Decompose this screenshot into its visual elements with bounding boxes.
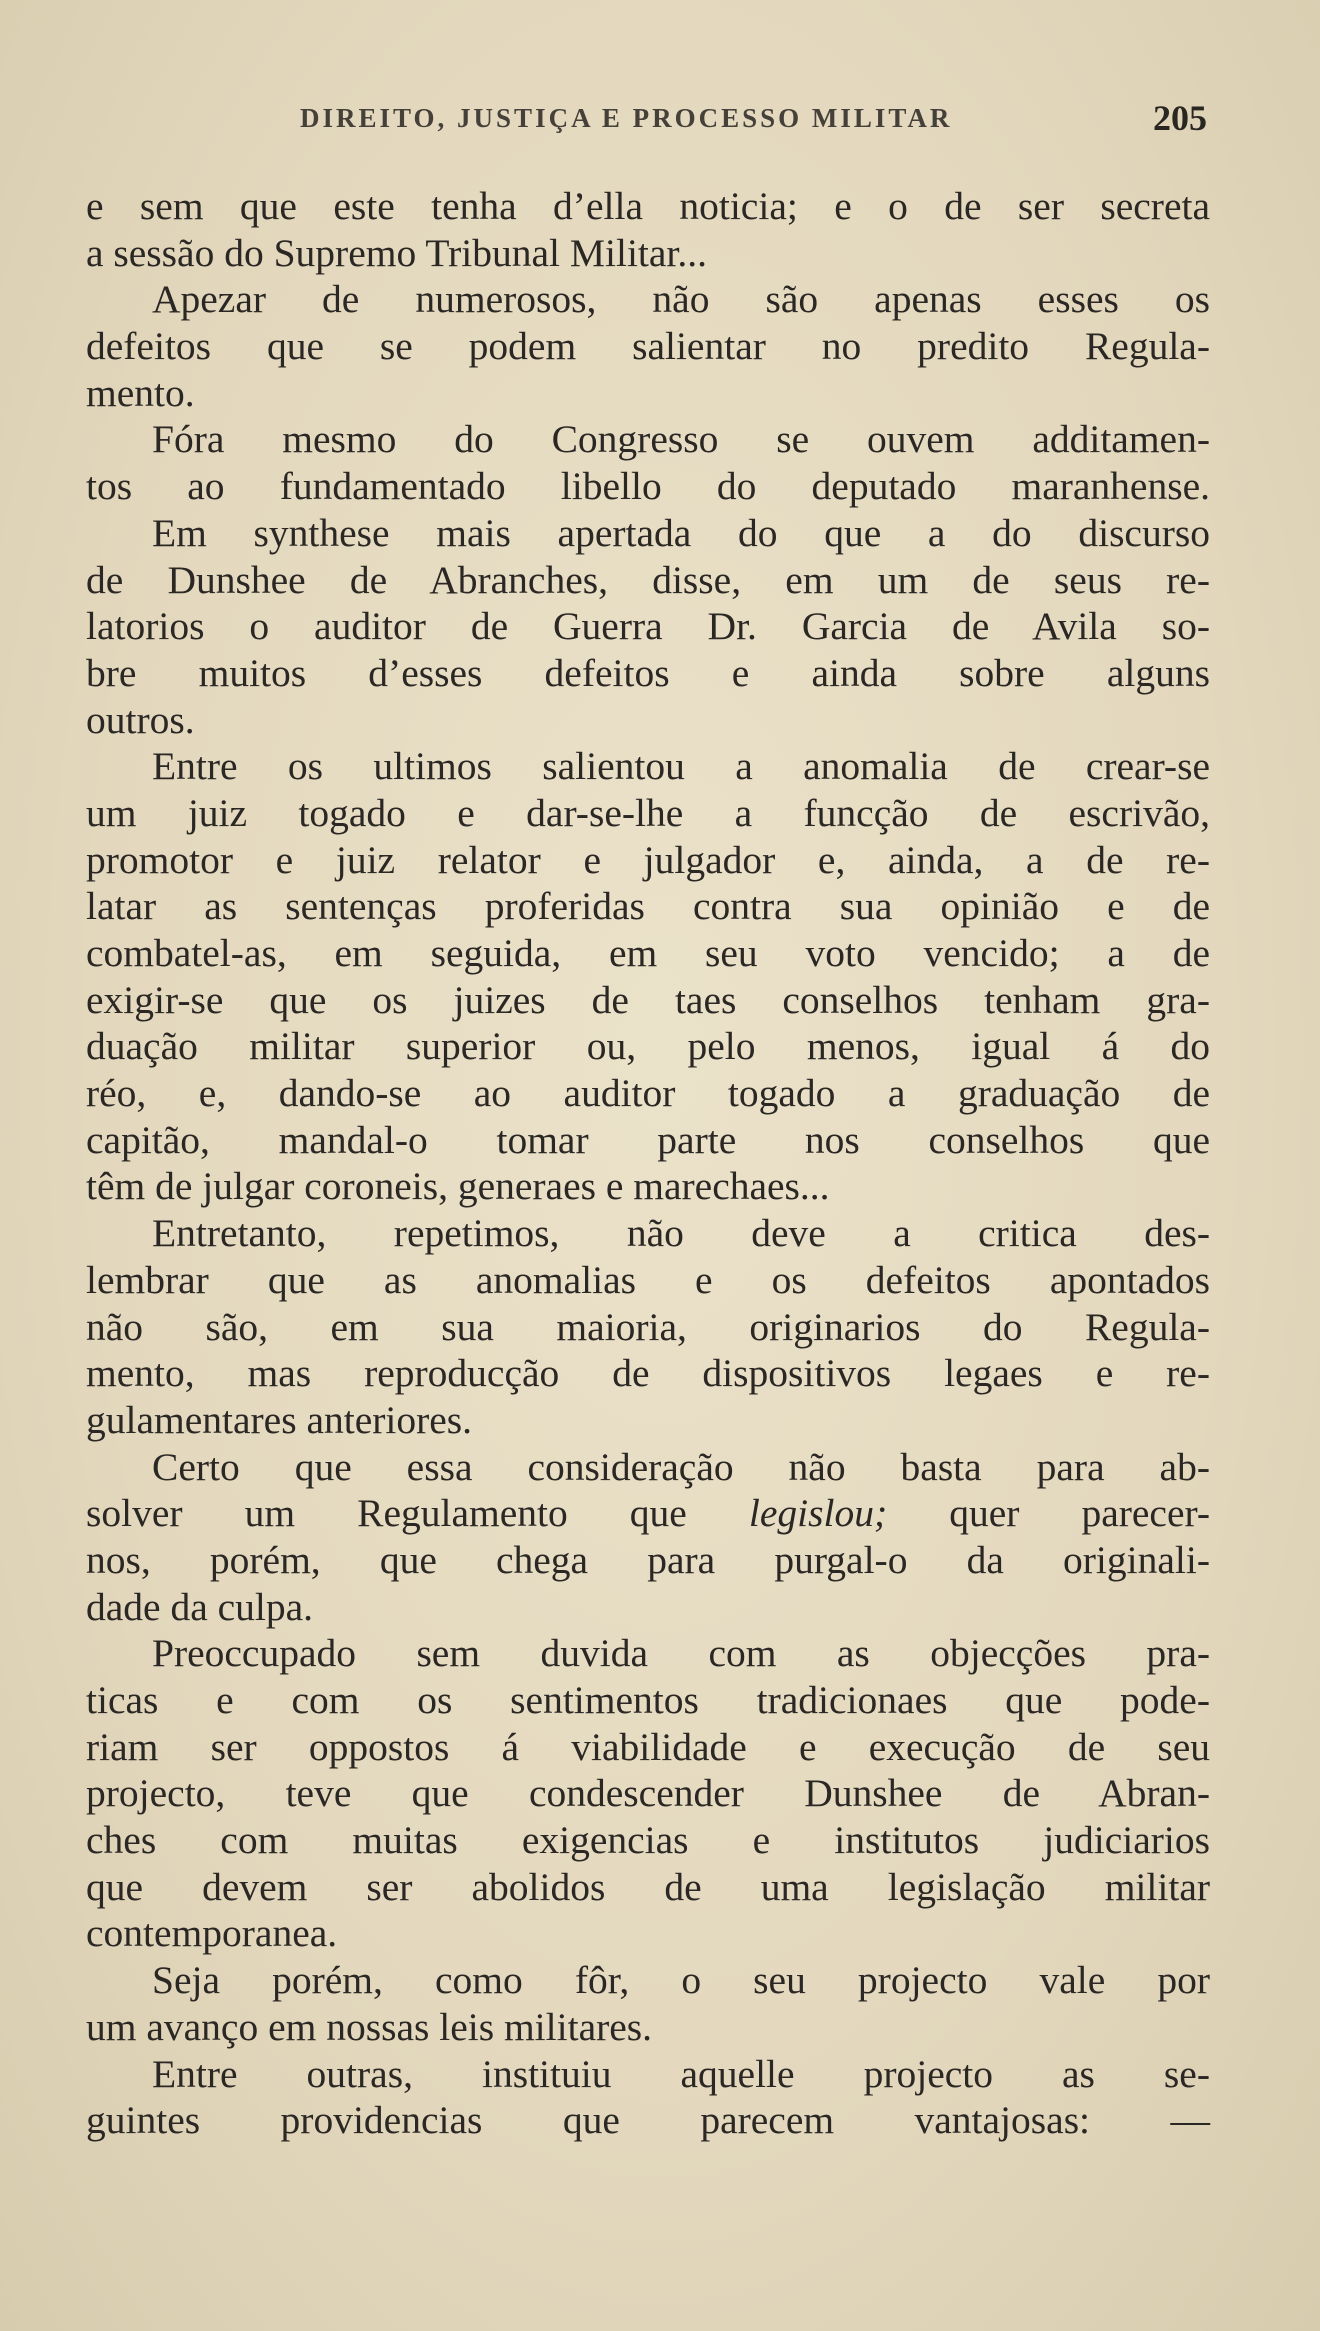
emphasized-word: legislou; <box>748 1491 888 1536</box>
text-line: ches com muitas exigencias e institutos judiciarios <box>86 1818 1210 1863</box>
text-line: promotor e juiz relator e julgador e, ainda, a de re- <box>86 837 1210 882</box>
text-line: latorios o auditor de Guerra Dr. Garcia de Avila so- <box>86 604 1210 649</box>
text-line: Em synthese mais apertada do que a do discurso <box>152 510 1210 555</box>
text-line: um juiz togado e dar-se-lhe a funcção de escrivão, <box>86 790 1210 835</box>
text-line: ticas e com os sentimentos tradicionaes que pode- <box>86 1678 1210 1722</box>
text-line: combatel-as, em seguida, em seu voto vencido; a de <box>86 931 1210 975</box>
text-line: latar as sentenças proferidas contra sua opinião e de <box>86 884 1210 929</box>
text-line: duação militar superior ou, pelo menos, igual á do <box>86 1024 1210 1069</box>
text-line: Entre os ultimos salientou a anomalia de crear-se <box>152 744 1210 789</box>
text-line: exigir-se que os juizes de taes conselhos tenham gra- <box>86 977 1210 1022</box>
page-number: 205 <box>1153 98 1207 138</box>
text-line: defeitos que se podem salientar no predito Regula- <box>86 324 1210 369</box>
page-header <box>300 97 1220 147</box>
text-line-with-emphasis <box>86 1490 1210 1537</box>
text-line: capitão, mandal-o tomar parte nos conselhos que <box>86 1117 1210 1162</box>
text-line: um avanço em nossas leis militares. <box>86 2004 653 2049</box>
text-line: tos ao fundamentado libello do deputado maranhense. <box>86 464 1210 509</box>
text-line: outros. <box>86 697 195 742</box>
text-line: gulamentares anteriores. <box>86 1397 473 1442</box>
text-line: projecto, teve que condescender Dunshee de Abran- <box>86 1771 1210 1816</box>
body-text <box>86 183 1210 2144</box>
text-line: mento, mas reproducção de dispositivos legaes e re- <box>86 1351 1210 1396</box>
text-line: de Dunshee de Abranches, disse, em um de seus re- <box>86 557 1210 602</box>
text-line: mento. <box>86 370 195 415</box>
text-line: contemporanea. <box>86 1911 338 1956</box>
text-line: Seja porém, como fôr, o seu projecto vale por <box>152 1958 1210 2003</box>
text-line: riam ser oppostos á viabilidade e execução de seu <box>86 1724 1210 1769</box>
text-fragment: quer parecer- <box>949 1491 1210 1536</box>
text-line: Certo que essa consideração não basta para ab- <box>152 1444 1210 1489</box>
text-line: e sem que este tenha d’ella noticia; e o de ser secreta <box>86 184 1210 228</box>
text-line: Fóra mesmo do Congresso se ouvem additamen- <box>152 417 1210 462</box>
text-line: bre muitos d’esses defeitos e ainda sobre alguns <box>86 650 1210 695</box>
text-line: Preoccupado sem duvida com as objecções pra- <box>152 1631 1210 1676</box>
running-head: DIREITO, JUSTIÇA E PROCESSO MILITAR <box>300 103 953 133</box>
text-line: nos, porém, que chega para purgal-o da originali- <box>86 1537 1210 1582</box>
text-fragment: solver um Regulamento que <box>86 1491 687 1536</box>
text-line: réo, e, dando-se ao auditor togado a graduação de <box>86 1071 1210 1116</box>
text-line: Entre outras, instituiu aquelle projecto as se- <box>152 2051 1210 2096</box>
text-line: dade da culpa. <box>86 1584 314 1629</box>
text-line: não são, em sua maioria, originarios do Regula- <box>86 1304 1210 1349</box>
text-line: guintes providencias que parecem vantajosas: — <box>86 2098 1210 2143</box>
text-line: a sessão do Supremo Tribunal Militar... <box>86 230 708 275</box>
text-line: Entretanto, repetimos, não deve a critica des- <box>152 1211 1210 1256</box>
text-line: têm de julgar coroneis, generaes e marechaes... <box>86 1164 830 1209</box>
text-line: Apezar de numerosos, não são apenas esses os <box>152 277 1210 322</box>
text-line: lembrar que as anomalias e os defeitos apontados <box>86 1257 1210 1302</box>
text-line: que devem ser abolidos de uma legislação militar <box>86 1864 1210 1909</box>
